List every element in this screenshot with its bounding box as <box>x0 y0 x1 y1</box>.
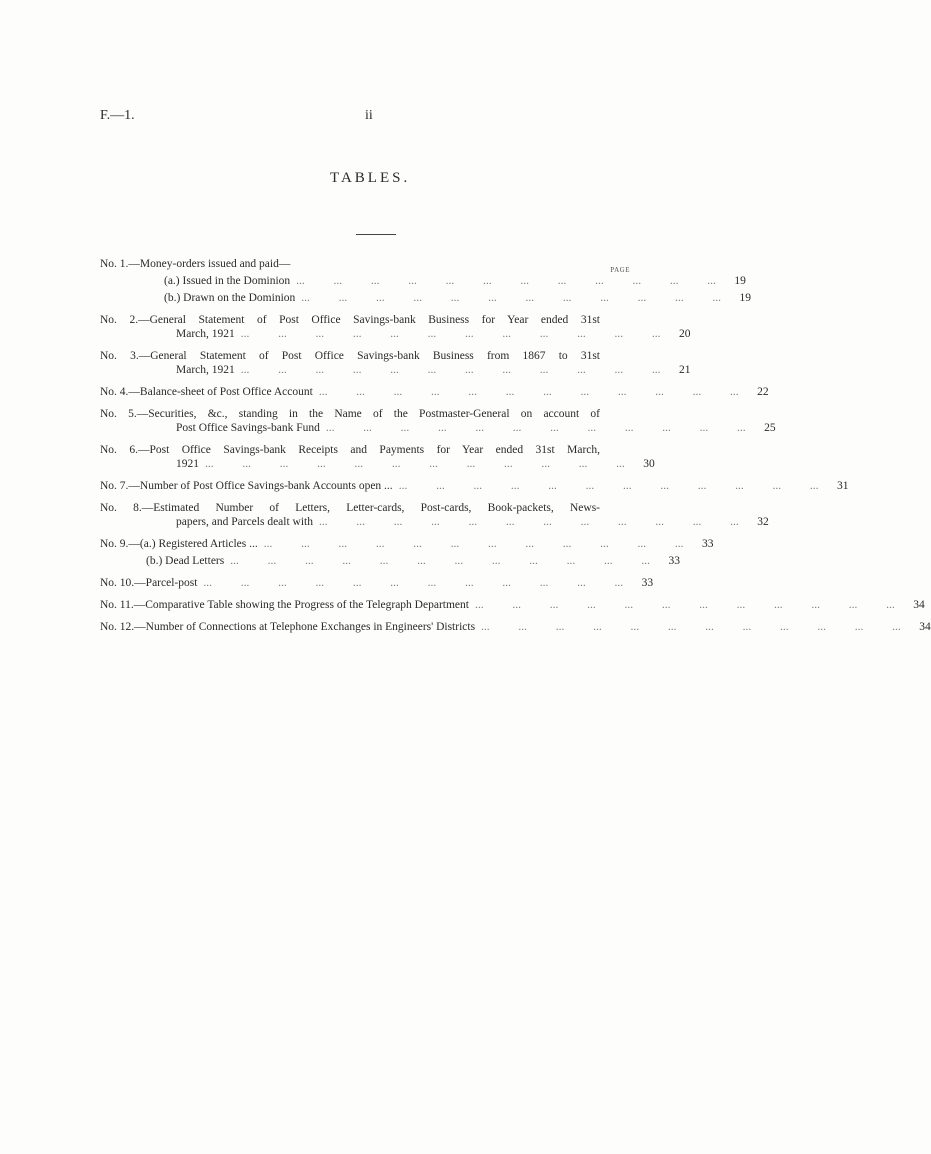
table-of-contents <box>100 258 931 643</box>
toc-entry-11 <box>100 599 925 616</box>
toc-entry-12 <box>100 621 931 638</box>
toc-page-number: 32 <box>757 516 769 528</box>
toc-page-number: 19 <box>734 275 746 287</box>
toc-entry-1b <box>100 292 752 309</box>
toc-entry-8 <box>100 502 769 533</box>
toc-entry-text-cont: papers, and Parcels dealt with <box>176 516 313 528</box>
toc-entry-text: No. 5.—Securities, &c., standing in the Name of the Postmaster-General on account of <box>100 408 600 420</box>
toc-page-number: 34 <box>913 599 925 611</box>
toc-entry-text: No. 3.—General Statement of Post Office Savings-bank Business from 1867 to 31st <box>100 350 600 362</box>
toc-entry-text-cont: 1921 <box>176 458 199 470</box>
toc-entry-1 <box>100 258 630 275</box>
toc-page-number: 20 <box>679 328 691 340</box>
toc-page-number: 19 <box>739 292 752 304</box>
toc-page-number: 34 <box>919 621 931 633</box>
toc-entry-text: No. 2.—General Statement of Post Office Savings-bank Business for Year ended 31st <box>100 314 600 326</box>
toc-page-number: 30 <box>643 458 655 470</box>
toc-entry-text: No. 7.—Number of Post Office Savings-bank Accounts open ... <box>100 480 393 492</box>
toc-entry-text-cont: March, 1921 <box>176 328 235 340</box>
toc-entry-text: (b.) Dead Letters <box>146 555 225 567</box>
toc-entry-text: No. 4.—Balance-sheet of Post Office Account <box>100 386 313 398</box>
toc-page-number: 25 <box>764 422 776 434</box>
page-number-roman: ii <box>365 108 373 123</box>
toc-entry-text: No. 8.—Estimated Number of Letters, Letter-cards, Post-cards, Book-packets, News- <box>100 502 600 514</box>
toc-page-number: 33 <box>702 538 714 550</box>
toc-entry-text: (a.) Issued in the Dominion <box>164 275 291 287</box>
page-title: TABLES. <box>330 170 411 186</box>
toc-page-number: 31 <box>836 480 849 492</box>
toc-entry-6 <box>100 444 655 475</box>
toc-entry-text: No. 1.—Money-orders issued and paid— <box>100 258 291 270</box>
toc-entry-1a <box>100 275 746 292</box>
toc-entry-9a <box>100 538 714 555</box>
toc-entry-text: No. 10.—Parcel-post <box>100 577 198 589</box>
page-column-label: PAGE <box>610 266 630 274</box>
toc-entry-9b <box>100 555 680 572</box>
document-code: F.—1. <box>100 108 135 123</box>
toc-entry-10 <box>100 577 654 594</box>
toc-entry-5 <box>100 408 776 439</box>
toc-entry-7 <box>100 480 849 497</box>
toc-entry-text: No. 9.—(a.) Registered Articles ... <box>100 538 258 550</box>
toc-entry-text-cont: March, 1921 <box>176 364 235 376</box>
title-rule <box>356 234 396 235</box>
toc-entry-text: No. 6.—Post Office Savings-bank Receipts and Payments for Year ended 31st March, <box>100 444 600 456</box>
toc-page-number: 21 <box>679 364 691 376</box>
toc-entry-text: (b.) Drawn on the Dominion <box>164 292 296 304</box>
toc-entry-3 <box>100 350 691 381</box>
toc-page-number: 33 <box>668 555 680 567</box>
toc-page-number: 33 <box>641 577 654 589</box>
toc-entry-text: No. 11.—Comparative Table showing the Progress of the Telegraph Department <box>100 599 469 611</box>
toc-entry-2 <box>100 314 691 345</box>
toc-entry-text-cont: Post Office Savings-bank Fund <box>176 422 320 434</box>
toc-entry-4 <box>100 386 769 403</box>
toc-page-number: 22 <box>757 386 769 398</box>
toc-entry-text: No. 12.—Number of Connections at Telephone Exchanges in Engineers' Districts <box>100 621 476 633</box>
